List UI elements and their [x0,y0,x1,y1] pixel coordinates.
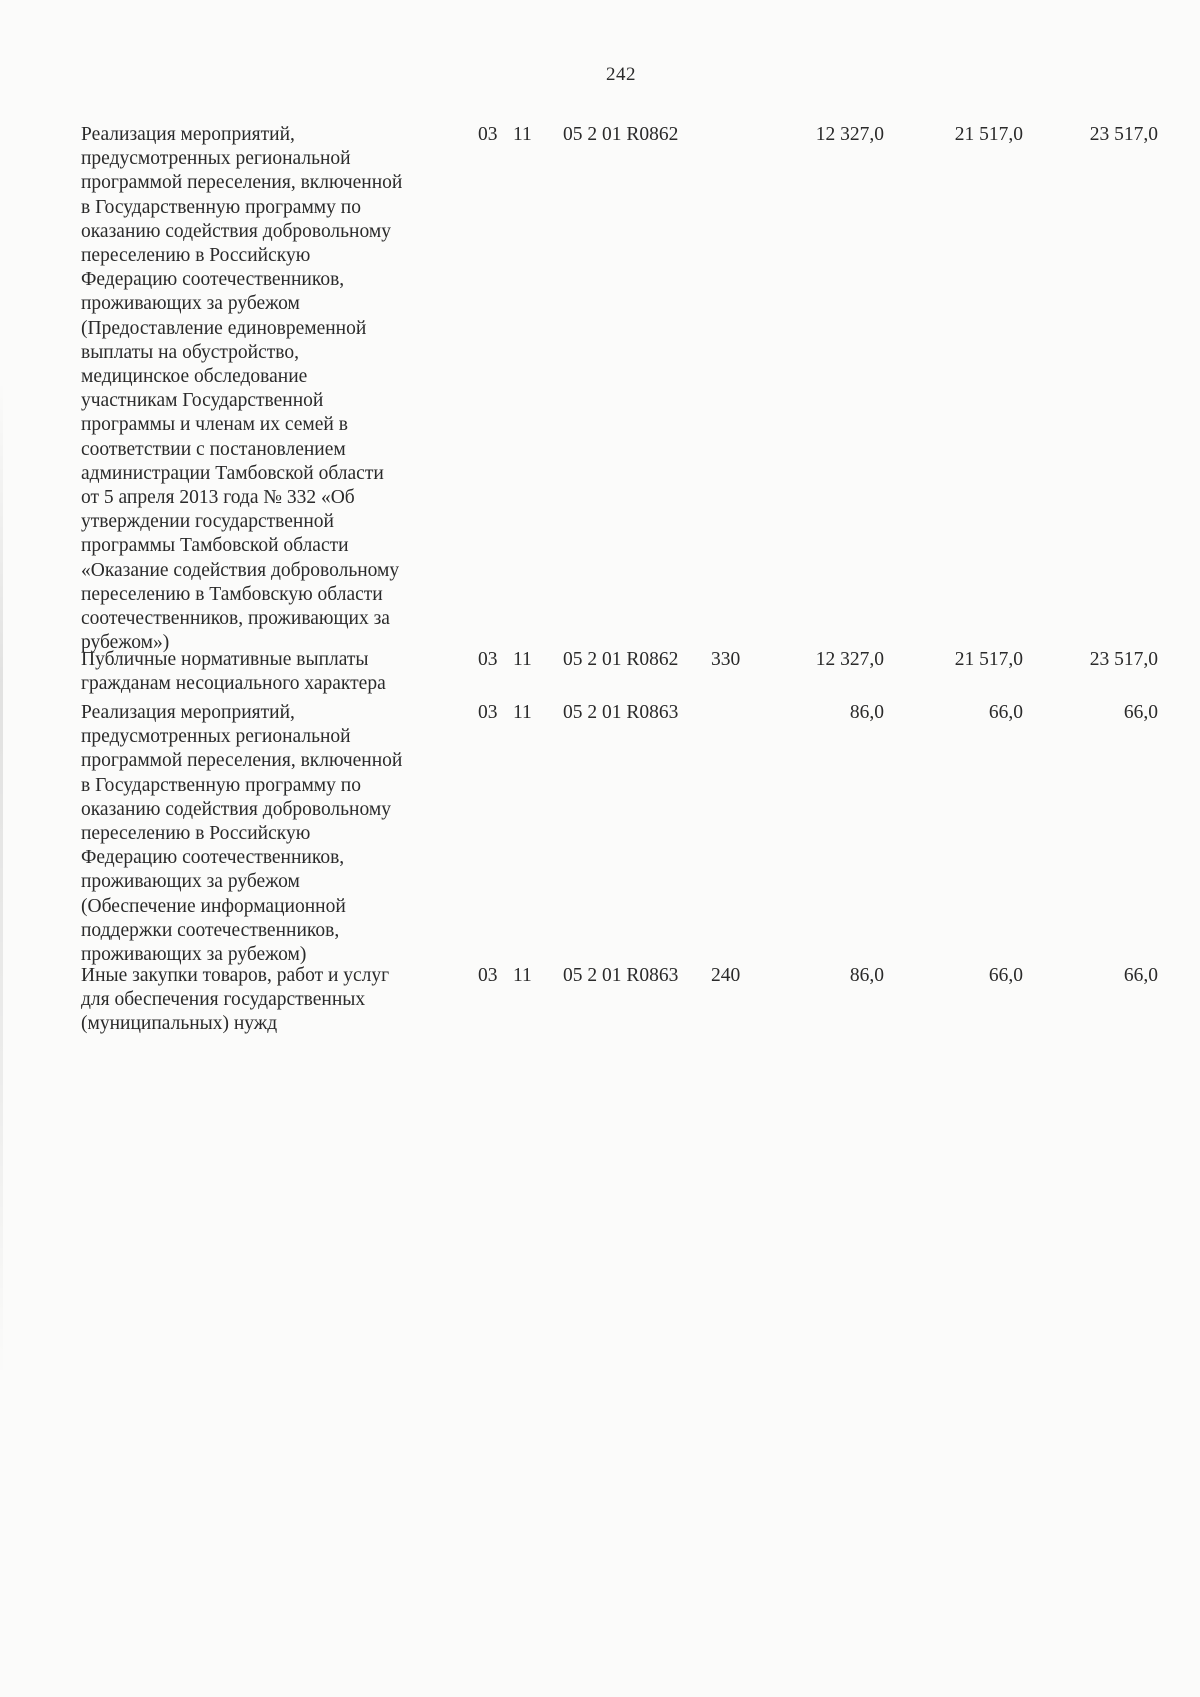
section-code: 03 [478,649,498,670]
description-line: администрации Тамбовской области [81,462,384,484]
description-line: рубежом») [81,632,170,654]
description-line: Иные закупки товаров, работ и услуг [81,965,390,986]
description-line: соотечественников, проживающих за [81,608,390,630]
amount-year-1: 12 327,0 [815,124,884,145]
description-line: (Предоставление единовременной [81,317,367,339]
amount-year-3: 66,0 [1123,702,1158,723]
subsection-code: 11 [513,702,532,723]
amount-year-1: 86,0 [849,702,884,723]
description-line: соответствии с постановлением [81,438,346,460]
description-line: переселению в Тамбовскую области [81,583,383,605]
description-line: Федерацию соотечественников, [81,847,345,869]
description-line: программы и членам их семей в [81,414,348,436]
description-line: Реализация мероприятий, [81,702,295,723]
description-line: (муниципальных) нужд [81,1013,278,1035]
row-description [81,648,471,696]
target-article-code: 05 2 01 R0862 [563,649,679,670]
description-line: программой переселения, включенной [81,172,403,194]
description-line: выплаты на обустройство, [81,341,299,363]
description-line: проживающих за рубежом) [81,944,307,966]
subsection-code: 11 [513,649,532,670]
section-code: 03 [478,124,498,145]
amount-year-2: 21 517,0 [954,649,1023,670]
amount-year-1: 86,0 [849,965,884,986]
description-line: гражданам несоциального характера [81,673,386,695]
description-line: поддержки соотечественников, [81,919,340,941]
section-code: 03 [478,965,498,986]
amount-year-3: 23 517,0 [1089,124,1158,145]
amount-year-1: 12 327,0 [815,649,884,670]
row-description [81,701,471,967]
page-number: 242 [606,64,636,85]
description-line: Публичные нормативные выплаты [81,649,369,670]
amount-year-2: 66,0 [988,702,1023,723]
description-line: участникам Государственной [81,390,324,412]
description-line: «Оказание содействия добровольному [81,559,400,581]
description-line: переселению в Российскую [81,245,311,267]
description-line: предусмотренных региональной [81,148,351,170]
description-line: оказанию содействия добровольному [81,220,391,242]
amount-year-3: 66,0 [1123,965,1158,986]
target-article-code: 05 2 01 R0862 [563,124,679,145]
description-line: в Государственную программу по [81,196,361,218]
description-line: предусмотренных региональной [81,726,351,748]
amount-year-2: 21 517,0 [954,124,1023,145]
description-line: для обеспечения государственных [81,989,366,1011]
description-line: программы Тамбовской области [81,535,349,557]
subsection-code: 11 [513,124,532,145]
description-line: от 5 апреля 2013 года № 332 «Об [81,487,355,509]
expense-type-code: 330 [711,649,741,670]
description-line: Реализация мероприятий, [81,124,295,145]
description-line: оказанию содействия добровольному [81,798,391,820]
description-line: утверждении государственной [81,511,334,533]
description-line: медицинское обследование [81,366,308,388]
amount-year-3: 23 517,0 [1089,649,1158,670]
row-description [81,123,471,655]
target-article-code: 05 2 01 R0863 [563,702,679,723]
amount-year-2: 66,0 [988,965,1023,986]
row-description [81,964,471,1037]
description-line: программой переселения, включенной [81,750,403,772]
description-line: переселению в Российскую [81,823,311,845]
expense-type-code: 240 [711,965,741,986]
description-line: Федерацию соотечественников, [81,269,345,291]
target-article-code: 05 2 01 R0863 [563,965,679,986]
description-line: проживающих за рубежом [81,293,300,315]
section-code: 03 [478,702,498,723]
description-line: проживающих за рубежом [81,871,300,893]
description-line: (Обеспечение информационной [81,895,346,917]
description-line: в Государственную программу по [81,774,361,796]
scan-edge-shadow [0,380,3,1380]
subsection-code: 11 [513,965,532,986]
